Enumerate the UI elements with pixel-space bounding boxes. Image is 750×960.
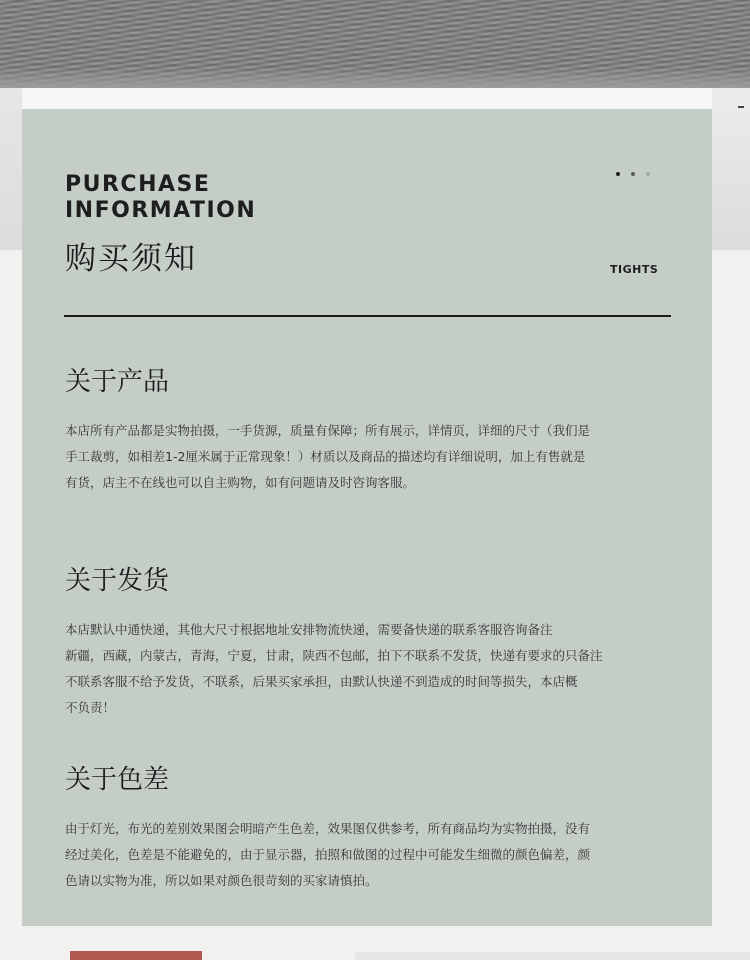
section-title: 关于产品 <box>65 367 170 397</box>
body-line: 由于灯光，布光的差别效果图会明暗产生色差，效果图仅供参考，所有商品均为实物拍摄，没有 <box>65 821 591 836</box>
section-about-product <box>65 365 675 496</box>
body-line: 手工裁剪，如相差1-2厘米属于正常现象！）材质以及商品的描述均有详细说明，加上有售就是 <box>65 449 586 464</box>
header-divider <box>64 315 671 317</box>
section-title: 关于发货 <box>65 566 170 596</box>
corner-tick-mark <box>738 106 744 108</box>
dot-icon <box>646 172 650 176</box>
body-line: 有货，店主不在线也可以自主购物，如有问题请及时咨询客服。 <box>65 475 416 490</box>
english-title-line-2: INFORMATION <box>65 198 257 223</box>
english-title <box>65 172 256 224</box>
body-line: 本店所有产品都是实物拍摄，一手货源，质量有保障；所有展示，详情页，详细的尺寸（我们是 <box>65 423 591 438</box>
body-line: 不负责！ <box>65 700 116 715</box>
section-title: 关于色差 <box>65 765 170 795</box>
dot-icon <box>631 172 635 176</box>
background-band-left <box>0 88 22 250</box>
body-line: 不联系客服不给予发货，不联系，后果买家承担，由默认快递不到造成的时间等损失，本店概 <box>65 674 578 689</box>
section-about-shipping <box>65 564 675 721</box>
background-band-right <box>712 88 750 250</box>
purchase-info-card <box>22 109 712 926</box>
body-line: 色请以实物为准，所以如果对颜色很苛刻的买家请慎拍。 <box>65 873 378 888</box>
section-about-color <box>65 763 675 894</box>
body-line: 新疆，西藏，内蒙古，青海，宁夏，甘肃，陕西不包邮，拍下不联系不发货，快递有要求的只备注 <box>65 648 603 663</box>
section-body <box>65 418 675 496</box>
card-top-gap <box>22 88 712 109</box>
chinese-title: 购买须知 <box>65 241 197 277</box>
english-title-line-1: PURCHASE <box>65 172 211 197</box>
body-line: 经过美化，色差是不能避免的，由于显示器，拍照和做图的过程中可能发生细微的颜色偏差，颜 <box>65 847 591 862</box>
dot-icon <box>616 172 620 176</box>
header-texture-banner <box>0 0 750 88</box>
section-body <box>65 816 675 894</box>
tights-tag: TIGHTS <box>610 263 659 276</box>
body-line: 本店默认中通快递，其他大尺寸根据地址安排物流快递，需要备快递的联系客服咨询备注 <box>65 622 553 637</box>
next-section-gray-bar <box>355 952 750 960</box>
next-section-red-bar <box>70 951 202 960</box>
section-body <box>65 617 675 721</box>
